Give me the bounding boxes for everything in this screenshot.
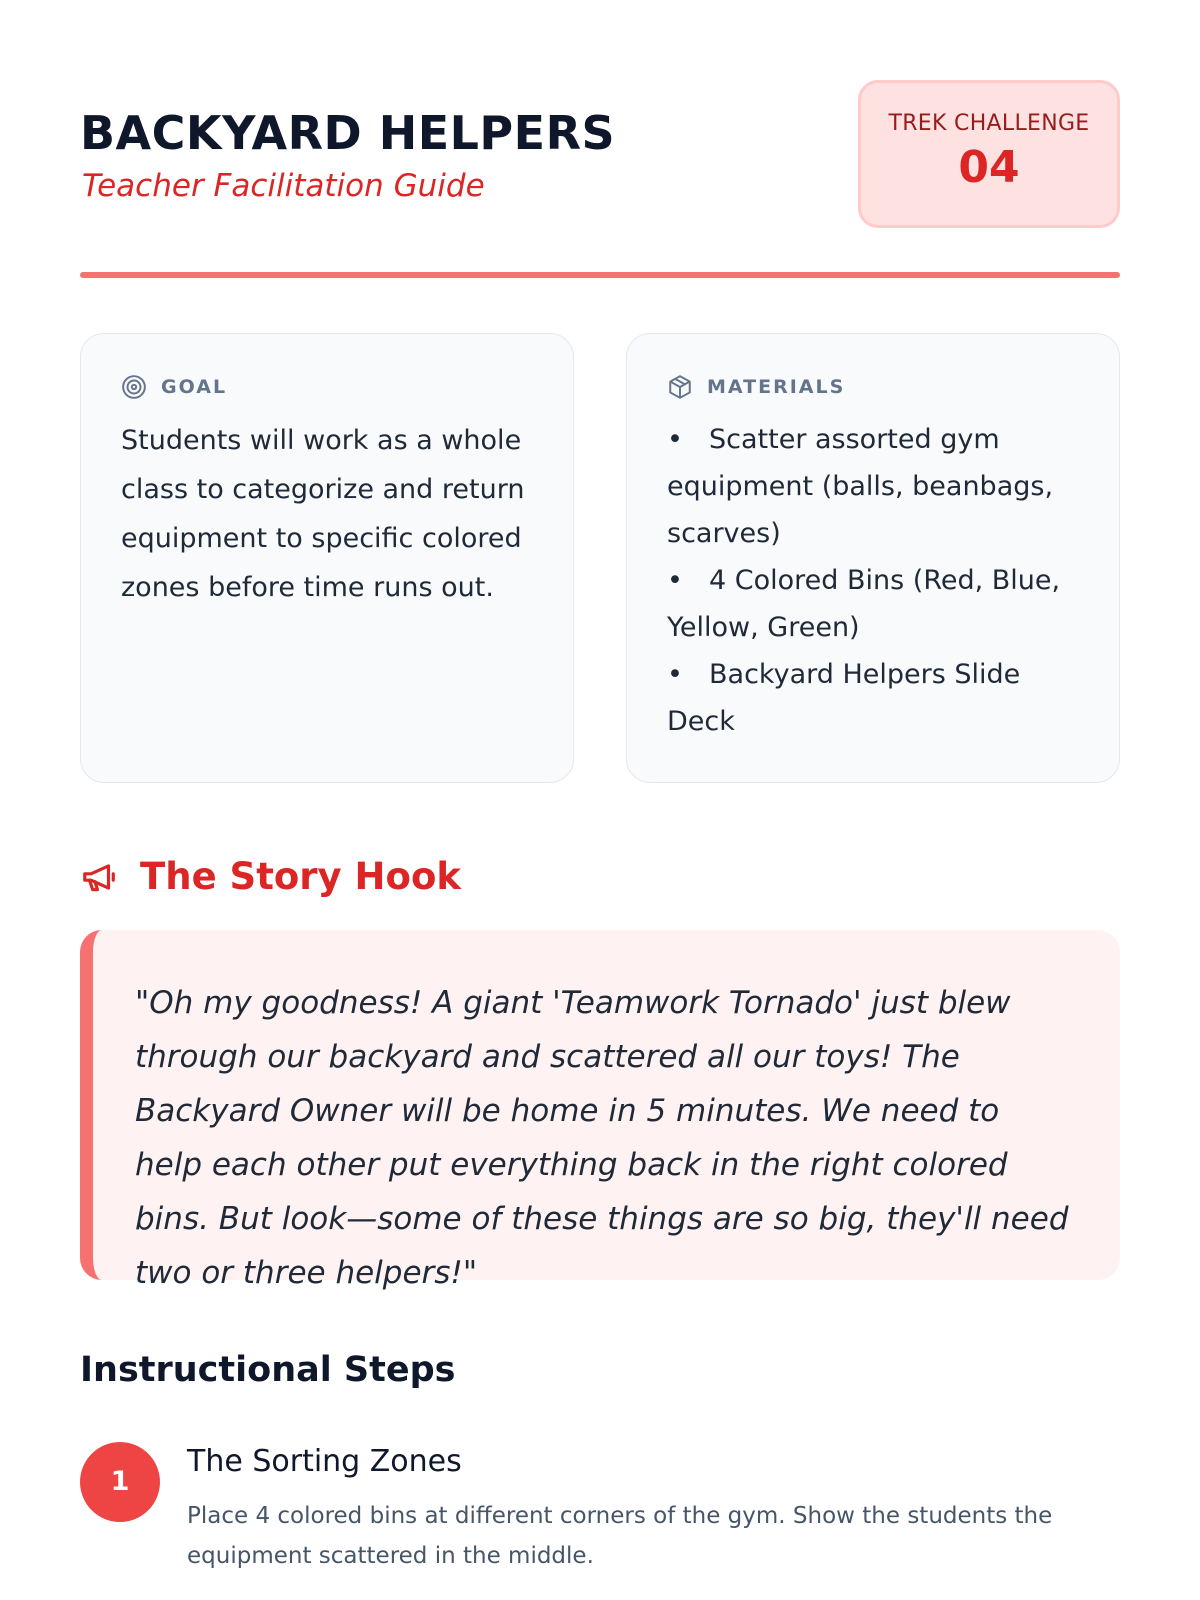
goal-card-header <box>121 372 533 402</box>
materials-card-header <box>667 372 1079 402</box>
instructional-steps-title: Instructional Steps <box>80 1350 456 1390</box>
goal-label: GOAL <box>161 376 228 398</box>
materials-card <box>626 333 1120 783</box>
megaphone-icon <box>80 858 118 896</box>
goal-card <box>80 333 574 783</box>
list-item <box>667 416 1079 557</box>
step-description: Place 4 colored bins at different corners of the gym. Show the students the equipment scattered in the middle. <box>187 1503 1053 1569</box>
list-item <box>667 557 1079 651</box>
page-subtitle: Teacher Facilitation Guide <box>82 168 485 204</box>
bullet: • <box>667 424 683 455</box>
challenge-badge-label: TREK CHALLENGE <box>888 111 1090 136</box>
header-divider <box>80 272 1120 278</box>
story-hook-header <box>80 855 461 898</box>
challenge-badge-number: 04 <box>958 142 1020 193</box>
box-icon <box>667 374 693 400</box>
target-icon <box>121 374 147 400</box>
material-item: Scatter assorted gym equipment (balls, beanbags, scarves) <box>667 424 1054 549</box>
page-title: BACKYARD HELPERS <box>80 106 616 160</box>
list-item <box>667 651 1079 745</box>
material-item: Backyard Helpers Slide Deck <box>667 659 1021 737</box>
step-item <box>80 1442 1120 1569</box>
step-number: 1 <box>80 1442 160 1522</box>
page-header <box>80 80 1120 230</box>
materials-label: MATERIALS <box>707 376 846 398</box>
story-hook-title: The Story Hook <box>140 855 461 898</box>
goal-text: Students will work as a whole class to categorize and return equipment to specific colored zones before time runs out. <box>121 425 525 603</box>
material-item: 4 Colored Bins (Red, Blue, Yellow, Green) <box>667 565 1061 643</box>
materials-list <box>667 416 1079 745</box>
bullet: • <box>667 565 683 596</box>
challenge-badge <box>858 80 1120 228</box>
step-title: The Sorting Zones <box>187 1444 462 1479</box>
bullet: • <box>667 659 683 690</box>
story-hook-quote: "Oh my goodness! A giant 'Teamwork Tornado' just blew through our backyard and scattered all our toys! The Backyard Owner will be home in 5 minutes. We need to help each other put everything back in the right colored bins. But look—some of these things are so big, they'll need two or three helpers!" <box>80 930 1120 1280</box>
